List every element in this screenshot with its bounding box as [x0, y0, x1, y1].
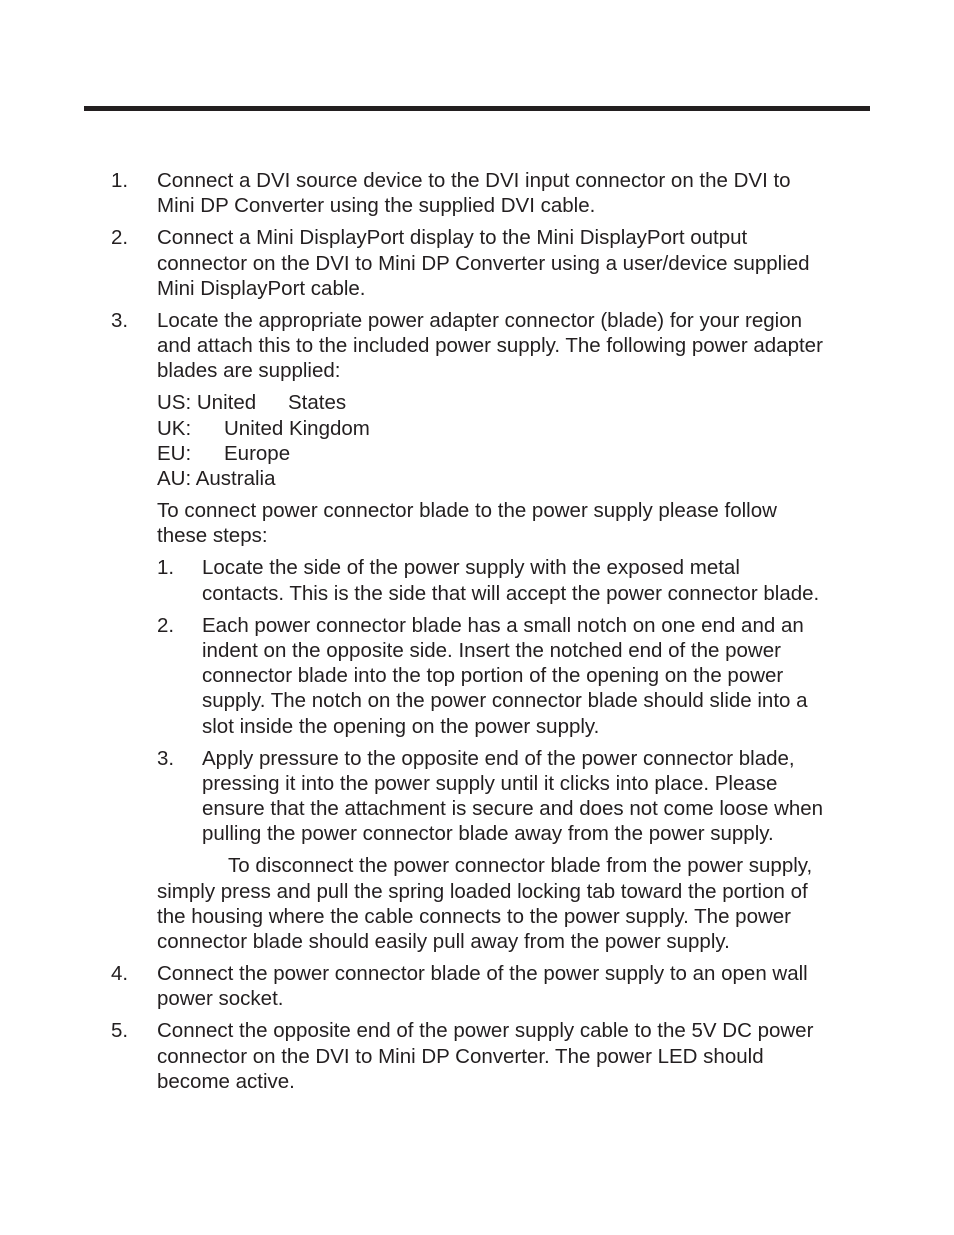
substep-text-line: Locate the side of the power supply with the exposed metal [202, 556, 740, 579]
step-number: 1. [111, 169, 129, 192]
step-text-line: Connect the power connector blade of the power supply to an open wall [157, 962, 808, 985]
blade-name: Europe [224, 442, 291, 465]
header-rule [84, 106, 870, 111]
step-text-line: Mini DisplayPort cable. [157, 277, 366, 300]
blade-code: US: United [157, 391, 257, 414]
substep-text-line: Each power connector blade has a small notch on one end and an [202, 614, 804, 637]
step-number: 3. [111, 309, 129, 332]
step-number: 2. [111, 226, 129, 249]
step-number: 4. [111, 962, 129, 985]
substep-text-line: slot inside the opening on the power supply. [202, 715, 600, 738]
step-number: 5. [111, 1019, 129, 1042]
blade-code: AU: Australia [157, 467, 276, 490]
blade-code: EU: [157, 442, 192, 465]
substep-text-line: supply. The notch on the power connector blade should slide into a [202, 689, 808, 712]
blade-name: United Kingdom [224, 417, 370, 440]
step-text-line: connector on the DVI to Mini DP Converter using a user/device supplied [157, 252, 810, 275]
step-text-line: become active. [157, 1070, 295, 1093]
substep-text-line: Apply pressure to the opposite end of the power connector blade, [202, 747, 795, 770]
step-text-line: Connect the opposite end of the power supply cable to the 5V DC power [157, 1019, 814, 1042]
step-text-line: Mini DP Converter using the supplied DVI cable. [157, 194, 596, 217]
connect-intro-line: these steps: [157, 524, 268, 547]
substep-text-line: ensure that the attachment is secure and does not come loose when [202, 797, 824, 820]
disconnect-note-line: the housing where the cable connects to the power supply. The power [157, 905, 791, 928]
step-text-line: power socket. [157, 987, 284, 1010]
substep-number: 1. [157, 556, 175, 579]
substep-number: 3. [157, 747, 175, 770]
disconnect-note-line: connector blade should easily pull away from the power supply. [157, 930, 730, 953]
step-text-line: Connect a Mini DisplayPort display to the Mini DisplayPort output [157, 226, 748, 249]
substep-text-line: pressing it into the power supply until it clicks into place. Please [202, 772, 778, 795]
substep-number: 2. [157, 614, 175, 637]
substep-text-line: pulling the power connector blade away from the power supply. [202, 822, 774, 845]
step-text-line: Locate the appropriate power adapter connector (blade) for your region [157, 309, 803, 332]
step-text-line: Connect a DVI source device to the DVI input connector on the DVI to [157, 169, 791, 192]
blade-name: States [288, 391, 347, 414]
substep-text-line: connector blade into the top portion of the opening on the power [202, 664, 784, 687]
substep-text-line: contacts. This is the side that will accept the power connector blade. [202, 582, 820, 605]
substep-text-line: indent on the opposite side. Insert the notched end of the power [202, 639, 781, 662]
step-text-line: connector on the DVI to Mini DP Converter. The power LED should [157, 1045, 764, 1068]
blade-code: UK: [157, 417, 192, 440]
disconnect-note-line: To disconnect the power connector blade from the power supply, [228, 854, 813, 877]
disconnect-note-line: simply press and pull the spring loaded locking tab toward the portion of [157, 880, 808, 903]
step-text-line: blades are supplied: [157, 359, 341, 382]
step-text-line: and attach this to the included power supply. The following power adapter [157, 334, 823, 357]
connect-intro-line: To connect power connector blade to the power supply please follow [157, 499, 777, 522]
